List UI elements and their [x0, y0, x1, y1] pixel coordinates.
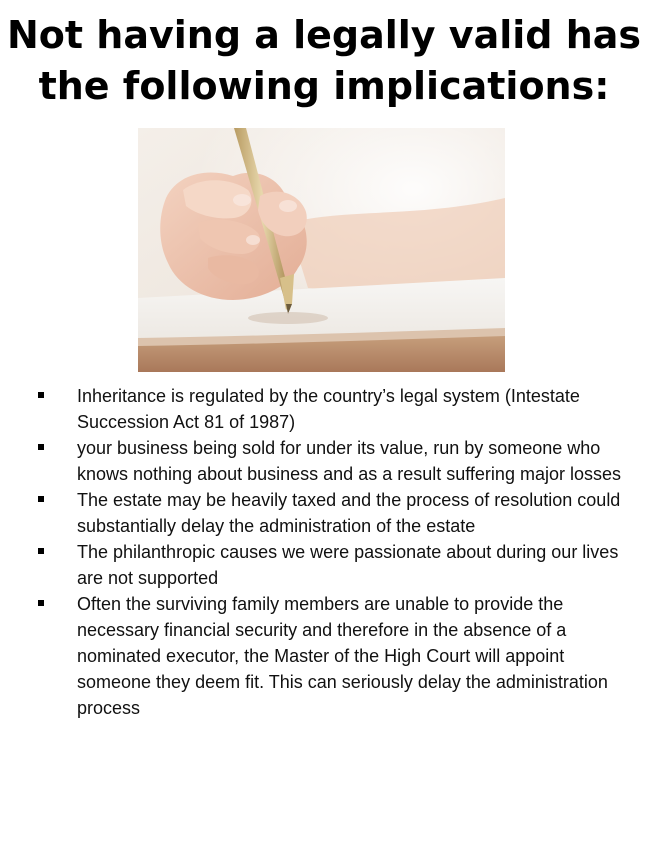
square-bullet-icon: [38, 392, 44, 398]
page-title-line-1: Not having a legally valid has: [6, 13, 642, 57]
page-title-line-2: the following implications:: [38, 64, 610, 108]
square-bullet-icon: [38, 444, 44, 450]
list-item: [38, 539, 638, 591]
implications-list: [38, 383, 638, 721]
list-item: [38, 435, 638, 487]
list-item: [38, 487, 638, 539]
square-bullet-icon: [38, 600, 44, 606]
square-bullet-icon: [38, 548, 44, 554]
hand-writing-photo: [138, 128, 505, 372]
page-title: [0, 10, 648, 112]
square-bullet-icon: [38, 496, 44, 502]
list-item: [38, 383, 638, 435]
list-item-text: Often the surviving family members are unable to provide the necessary financial security and therefore in the absence of a nominated executor, the Master of the High Court will appoint someone they deem fit. This can seriously delay the administration process: [77, 594, 608, 718]
list-item-text: The philanthropic causes we were passionate about during our lives are not supported: [77, 542, 619, 588]
list-item: [38, 591, 638, 721]
list-item-text: The estate may be heavily taxed and the process of resolution could substantially delay the administration of the estate: [77, 490, 621, 536]
list-item-text: Inheritance is regulated by the country’s legal system (Intestate Succession Act 81 of 1987): [77, 386, 580, 432]
list-item-text: your business being sold for under its value, run by someone who knows nothing about business and as a result suffering major losses: [77, 438, 621, 484]
